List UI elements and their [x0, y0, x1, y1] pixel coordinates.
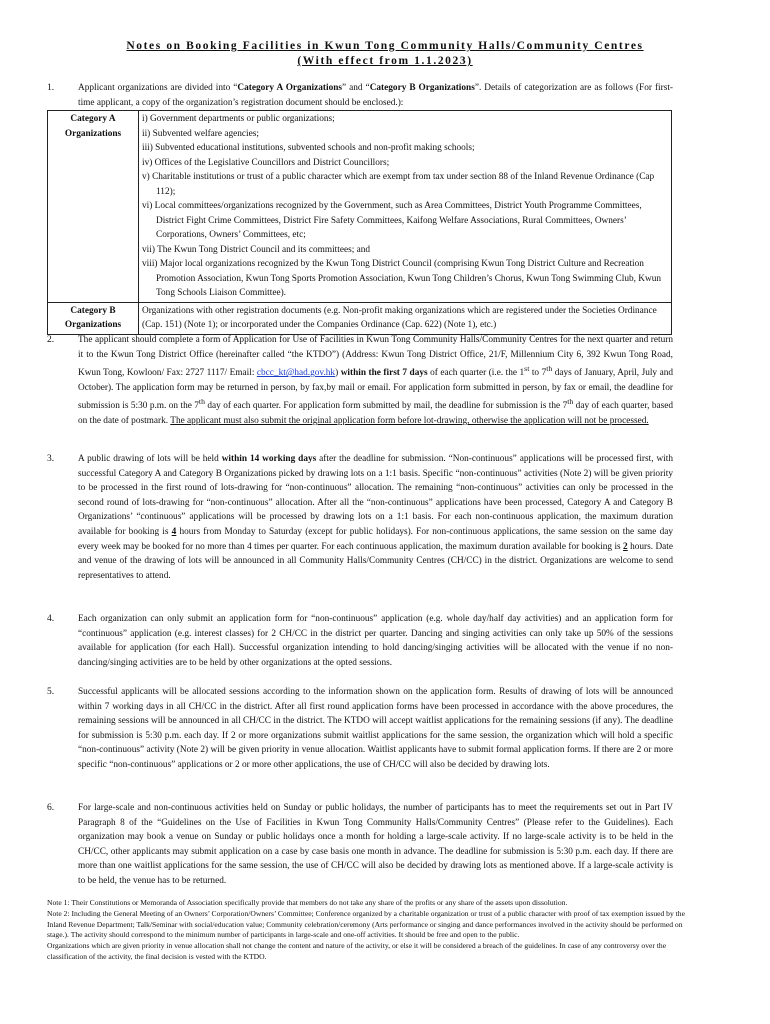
email-link[interactable]: cbcc_kt@had.gov.hk [256, 368, 336, 379]
paragraph-4: Each organization can only submit an application form for “non-continuous” application (e.g. whole day/half day activities) and an application form for “continuous” application (e.g. interest classes) for 2 CH/CC in the district per quarter. Dancing and singing activities can only take up 50% of the sessions available for application (for each Hall). Successful organization intending to hold dancing/singing activities will be allocated with the venue if no non-dancing/singing activities are to be held by other organizations at the opted sessions. [78, 614, 673, 668]
paragraph-1-number: 1. [47, 83, 55, 93]
category-a-item: vii) The Kwun Tong District Council and its committees; and [142, 244, 371, 255]
category-b-label: Category B Organizations [48, 302, 139, 334]
category-a-items [139, 111, 672, 303]
paragraph-4-number: 4. [47, 614, 55, 624]
paragraph-2: The applicant should complete a form of Application for Use of Facilities in Kwun Tong Community Halls/Community Centres for the next quarter and return it to the Kwun Tong District Office (hereinafter called “the KTDO”) (Address: Kwun Tong District Office, 21/F, Millennium City 6, 392 Kwun Tong Road, Kwun Tong, Kowloon/ Fax: 2727 1117/ Email: cbcc_kt@had.gov.hk) within the first 7 days of each quarter (i.e. the 1st to 7th days of January, April, July and October). The application form may be returned in person, by fax,by mail or email. For application form submitted in person, by fax or email, the deadline for submission is 5:30 p.m. on the 7th day of each quarter. For application form submitted by mail, the deadline for submission is the 7th day of each quarter, based on the date of postmark. The applicant must also submit the original application form before lot-drawing, otherwise the application will not be processed. [78, 335, 673, 427]
category-a-item: ii) Subvented welfare agencies; [142, 128, 259, 139]
footnotes [47, 898, 697, 963]
paragraph-1: Applicant organizations are divided into “Category A Organizations” and “Category B Organizations”. Details of categorization are as follows (For first-time applicant, a copy of the organization’s registration document should be enclosed.): [78, 83, 674, 108]
note-1: Note 1: Their Constitutions or Memoranda of Association specifically provide that members do not take any share of the profits or any share of the assets upon dissolution. [47, 898, 568, 907]
category-b-text: Organizations with other registration documents (e.g. Non-profit making organizations which are registered under the Societies Ordinance (Cap. 151) (Note 1); or incorporated under the Companies Ordinance (Cap. 622) (Note 1), etc.) [139, 302, 672, 334]
category-a-item: vi) Local committees/organizations recognized by the Government, such as Area Committees, District Youth Programme Committees, District Fight Crime Committees, District Fire Safety Committees, Kaifong Welfare Associations, Rural Committees, Owners’ Corporations, Owners’ Committees, etc; [142, 201, 642, 240]
document-title: Notes on Booking Facilities in Kwun Tong Community Halls/Community Centres [126, 40, 644, 52]
category-table [47, 110, 672, 335]
category-a-label: Category A Organizations [48, 111, 139, 303]
category-a-item: i) Government departments or public organizations; [142, 114, 335, 124]
category-a-item: v) Charitable institutions or trust of a public character which are exempt from tax under section 88 of the Inland Revenue Ordinance (Cap 112); [142, 172, 655, 197]
paragraph-5-number: 5. [47, 687, 55, 697]
paragraph-3: A public drawing of lots will be held within 14 working days after the deadline for submission. “Non-continuous” applications will be processed first, with successful Category A and Category B Organizations picked by drawing lots on a 1:1 basis. Specific “non-continuous” activities (Note 2) will be given priority to be processed in the first round of lots-drawing for “non-continuous” allocation. The remaining “non-continuous” activities can only be processed in the second round of lots-drawing for “non-continuous” allocation. After all the “non-continuous” applications have been processed, Category A and Category B Organizations’ “continuous” applications will be processed by drawing lots on a 1:1 basis. For each non-continuous application, the maximum duration available for booking is 4 hours from Monday to Saturday (except for public holidays). For non-continuous applications, the same session on the same day every week may be booked for no more than 4 times per quarter. For each continuous application, the maximum duration available for booking is 2 hours. Date and venue of the drawing of lots will be announced in all Community Halls/Community Centres (CH/CC) in the district. Organizations are welcome to send representatives to attend. [78, 454, 673, 581]
category-b-row [48, 302, 672, 334]
document-effective-date: (With effect from 1.1.2023) [297, 55, 473, 67]
paragraph-6-number: 6. [47, 803, 55, 813]
category-a-item: iv) Offices of the Legislative Councillors and District Councillors; [142, 157, 390, 168]
category-a-item: viii) Major local organizations recognized by the Kwun Tong District Council (comprising Kwun Tong District Culture and Recreation Promotion Association, Kwun Tong Sports Promotion Association, Kwun Tong Children’s Chorus, Kwun Tong Swimming Club, Kwun Tong Schools Liaison Committee). [142, 259, 662, 298]
paragraph-3-number: 3. [47, 454, 55, 464]
note-2: Note 2: Including the General Meeting of an Owners’ Corporation/Owners’ Committee; Conference organized by a charitable organization or trust of a public character with proof of tax exemption issued by the Inland Revenue Department; Talk/Seminar with social/education value; Community celebration/ceremony (Arts performance or singing and dance performances involved in the activity should be performed on stage.). The activity should correspond to the minimum number of participants in large-scale and one-off activities. It should be free and open to the public. [47, 908, 685, 940]
note-3: Organizations which are given priority in venue allocation shall not change the content and nature of the activity, or else it will be considered a breach of the guidelines. In case of any controversy over the classification of the activity, the final decision is vested with the KTDO. [47, 941, 667, 961]
category-a-row [48, 111, 672, 303]
paragraph-6: For large-scale and non-continuous activities held on Sunday or public holidays, the number of participants has to meet the requirements set out in Part IV Paragraph 8 of the “Guidelines on the Use of Facilities in Kwun Tong Community Halls/Community Centres” (Please refer to the Guidelines). Each organization may book a venue on Sunday or public holidays once a month for holding a large-scale activity. If no large-scale activity is to be held in the CH/CC, other applicants may submit application on a case by case basis one month in advance. The deadline for submission is 5:30 p.m. each day. If there are more than one waitlist applications for the same session, the use of CH/CC will also be decided by drawing lots as mentioned above. If a large-scale activity is to be held, the venue has to be returned. [78, 803, 673, 886]
paragraph-2-number: 2. [47, 335, 55, 345]
category-a-item: iii) Subvented educational institutions, subvented schools and non-profit making schools; [142, 143, 475, 153]
paragraph-5: Successful applicants will be allocated sessions according to the information shown on the application form. Results of drawing of lots will be announced within 7 working days in all CH/CC in the district. After all first round application forms have been processed in accordance with the above procedures, the remaining sessions will be announced in all CH/CC in the district. The KTDO will accept waitlist applications for the remaining sessions (if any). The deadline for submission is 5:30 p.m. each day. If 2 or more organizations submit waitlist applications for the same session, the organization which will hold a specific “non-continuous” activity (Note 2) will be given priority in venue allocation. Waitlist applicants have to submit formal application forms. If there are 2 or more specific “non-continuous” applications or 2 or more other applications, the use of CH/CC will also be decided by drawing lots. [78, 687, 673, 770]
